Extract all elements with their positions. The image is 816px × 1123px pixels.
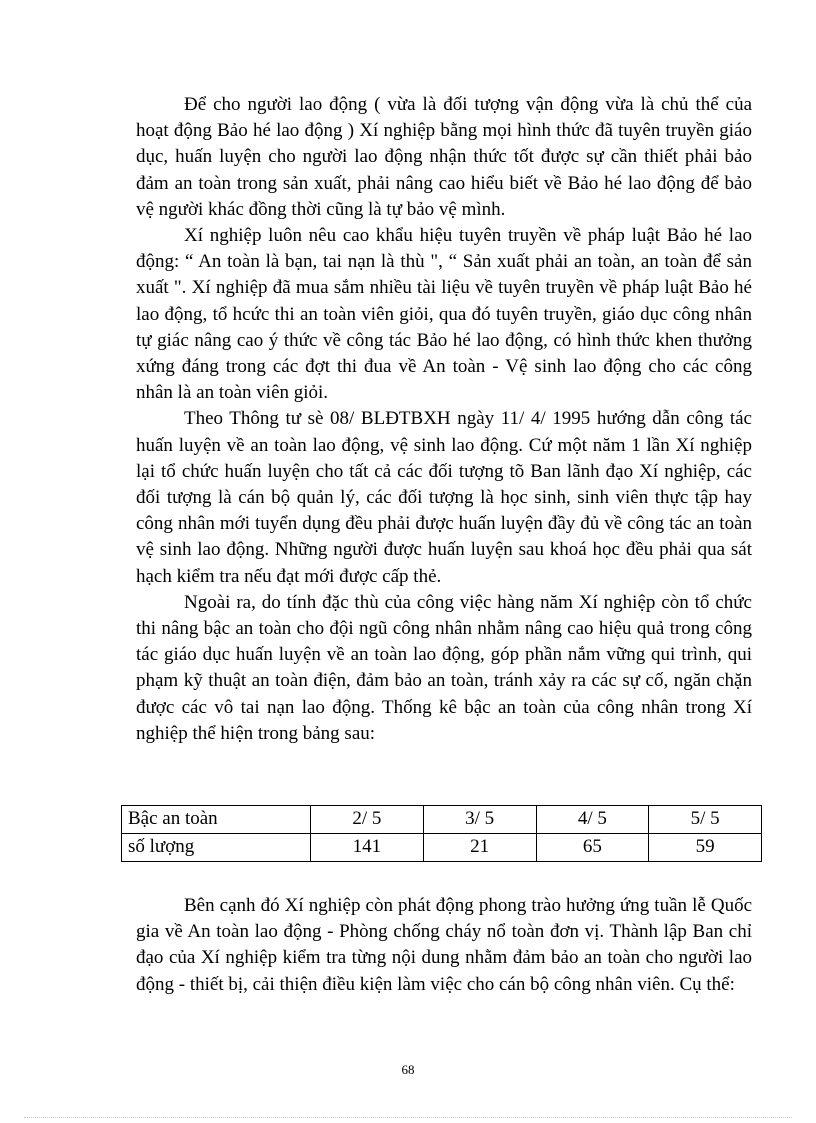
table-cell: 21 <box>423 834 536 862</box>
table-cell: 59 <box>649 834 762 862</box>
paragraph-slogans: Xí nghiệp luôn nêu cao khẩu hiệu tuyên truyền về pháp luật Bảo hé lao động: “ An toàn là bạn, tai nạn là thù ", “ Sản xuất phải an toàn, an toàn để sản xuất ". Xí nghiệp đã mua sắm nhiều tài liệu về tuyên truyền về pháp luật Bảo hé lao động, tổ hcức thi an toàn viên giỏi, qua đó tuyên truyền, giáo dục công nhân tự giác nâng cao ý thức về công tác Bảo hé lao động, có hình thức khen thưởng xứng đáng trong các đợt thi đua về An toàn - Vệ sinh lao động cho các công nhân là an toàn viên giỏi. <box>136 225 752 404</box>
page-bottom-divider <box>24 1117 792 1118</box>
safety-grade-table <box>121 805 762 862</box>
table-cell: Bậc an toàn <box>122 806 311 834</box>
paragraph-national-week: Bên cạnh đó Xí nghiệp còn phát động phong trào hưởng ứng tuần lễ Quốc gia về An toàn lao động - Phòng chống cháy nổ toàn đơn vị. Thành lập Ban chỉ đạo của Xí nghiệp kiểm tra từng nội dung nhằm đảm bảo an toàn cho người lao động - thiết bị, cải thiện điều kiện làm việc cho cán bộ công nhân viên. Cụ thể: <box>136 895 752 995</box>
body-text-top <box>136 92 752 747</box>
body-text-bottom <box>136 893 752 998</box>
paragraph-training-awareness: Để cho người lao động ( vừa là đối tượng vận động vừa là chủ thể của hoạt động Bảo hé lao động ) Xí nghiệp bằng mọi hình thức đã tuyên truyền giáo dục, huấn luyện cho người lao động nhận thức tốt được sự cần thiết phải bảo đảm an toàn trong sản xuất, phải nâng cao hiểu biết về Bảo hé lao động để bảo vệ người khác đồng thời cũng là tự bảo vệ mình. <box>136 94 752 220</box>
table-row <box>122 834 762 862</box>
paragraph-safety-grade: Ngoài ra, do tính đặc thù của công việc hàng năm Xí nghiệp còn tổ chức thi nâng bậc an toàn cho đội ngũ công nhân nhằm nâng cao hiệu quả trong công tác giáo dục huấn luyện về an toàn lao động, góp phần nắm vững qui trình, qui phạm kỹ thuật an toàn điện, đảm bảo an toàn, tránh xảy ra các sự cố, ngăn chặn được các vô tai nạn lao động. Thống kê bậc an toàn của công nhân trong Xí nghiệp thể hiện trong bảng sau: <box>136 591 752 744</box>
table-cell: 3/ 5 <box>423 806 536 834</box>
paragraph-circular: Theo Thông tư sè 08/ BLĐTBXH ngày 11/ 4/ 1995 hướng dẫn công tác huấn luyện về an toàn lao động, vệ sinh lao động. Cứ một năm 1 lần Xí nghiệp lại tổ chức huấn luyện cho tất cả các đối tượng tõ Ban lãnh đạo Xí nghiệp, các đối tượng là cán bộ quản lý, các đối tượng là học sinh, sinh viên thực tập hay công nhân mới tuyển dụng đều phải được huấn luyện đầy đủ về công tác an toàn vệ sinh lao động. Những người được huấn luyện sau khoá học đều phải qua sát hạch kiểm tra nếu đạt mới được cấp thẻ. <box>136 408 752 587</box>
table-cell: 5/ 5 <box>649 806 762 834</box>
table-cell: số lượng <box>122 834 311 862</box>
table-cell: 4/ 5 <box>536 806 649 834</box>
table-cell: 65 <box>536 834 649 862</box>
table-row <box>122 806 762 834</box>
table-cell: 2/ 5 <box>311 806 424 834</box>
page-number: 68 <box>401 1062 415 1077</box>
table-cell: 141 <box>311 834 424 862</box>
